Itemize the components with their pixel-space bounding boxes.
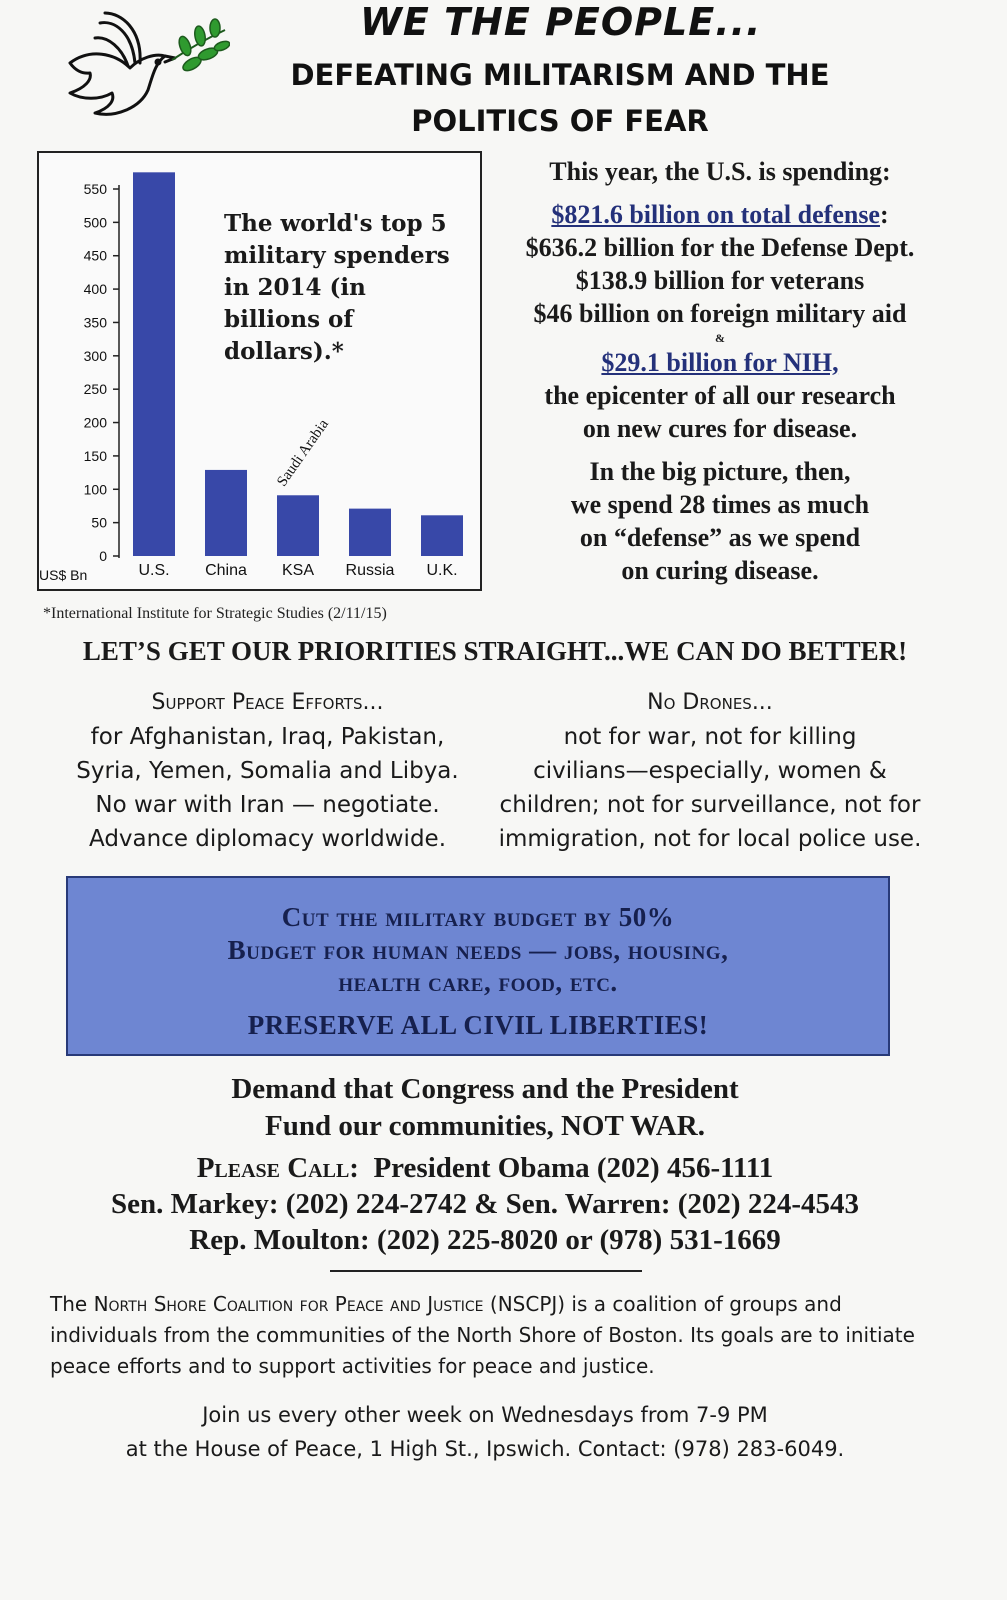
peace-line: Syria, Yemen, Somalia and Libya. <box>76 758 459 784</box>
defense-dept-line: $636.2 billion for the Defense Dept. <box>525 233 915 262</box>
military-spending-chart <box>37 151 482 591</box>
y-tick-label: 250 <box>83 381 107 398</box>
join-line: Join us every other week on Wednesdays from 7-9 PM <box>202 1403 768 1427</box>
bar-uk <box>421 515 463 556</box>
page-title: WE THE PEOPLE... <box>360 0 762 44</box>
divider <box>330 1270 642 1272</box>
drones-line: immigration, not for local police use. <box>498 826 922 852</box>
about-paragraph <box>50 1289 930 1382</box>
page-subtitle <box>240 52 880 144</box>
peace-line: No war with Iran — negotiate. <box>95 792 440 818</box>
drones-line: civilians—especially, women & <box>533 758 887 784</box>
nih-desc-line: the epicenter of all our research <box>544 381 896 410</box>
about-text: (NSCPJ) is a coalition of groups and individuals from the communities of the North Shore of Boston. Its goals are to initiate peace efforts and to support activities for peace and justice. <box>50 1292 915 1378</box>
bar-ksa <box>277 495 319 556</box>
total-defense-line <box>497 198 943 231</box>
peace-efforts-section <box>55 686 480 856</box>
x-tick-label: U.K. <box>426 562 458 579</box>
call-section <box>0 1150 970 1258</box>
y-tick-label: 450 <box>83 247 107 264</box>
chart-source-footnote: *International Institute for Strategic Studies (2/11/15) <box>43 605 387 622</box>
no-drones-section <box>490 686 930 856</box>
president-phone: President Obama (202) 456-1111 <box>373 1152 774 1184</box>
ampersand: & <box>715 331 725 345</box>
join-line: at the House of Peace, 1 High St., Ipswich. Contact: (978) 283-6049. <box>125 1437 845 1461</box>
demand-line: Fund our communities, NOT WAR. <box>265 1110 705 1142</box>
y-tick-label: 550 <box>83 181 107 197</box>
drones-line: not for war, not for killing <box>563 724 857 750</box>
about-text: The <box>50 1292 94 1316</box>
y-tick-label: 50 <box>91 514 107 531</box>
priorities-heading: LET’S GET OUR PRIORITIES STRAIGHT...WE CAN DO BETTER! <box>82 636 908 666</box>
peace-line: Advance diplomacy worldwide. <box>88 826 447 852</box>
peace-heading: Support Peace Efforts... <box>151 690 384 715</box>
bar-us <box>133 172 175 556</box>
dove-with-olive-branch-icon <box>60 8 230 138</box>
bar-annotation: Saudi Arabia <box>274 416 332 490</box>
call-president-line <box>0 1150 970 1186</box>
subtitle-line: DEFEATING MILITARISM AND THE <box>290 58 830 92</box>
y-tick-label: 100 <box>83 481 107 498</box>
x-tick-label: KSA <box>281 562 315 579</box>
call-label: Please Call: <box>196 1152 359 1184</box>
y-tick-label: 400 <box>83 281 107 298</box>
big-picture-line: on “defense” as we spend <box>579 523 861 552</box>
y-tick-label: 150 <box>83 447 107 464</box>
big-picture-line: we spend 28 times as much <box>570 490 870 519</box>
y-tick-label: 200 <box>83 414 107 431</box>
spending-intro: This year, the U.S. is spending: <box>549 157 891 186</box>
big-picture-line: In the big picture, then, <box>589 457 851 486</box>
demand-section <box>0 1071 970 1145</box>
chart-note: The world's top 5 military spenders in 2014 (in billions of dollars).* <box>224 210 450 365</box>
colon: : <box>879 200 889 229</box>
y-tick-label: 0 <box>99 548 107 564</box>
y-tick-label: 350 <box>83 314 107 331</box>
nih-link[interactable]: $29.1 billion for NIH, <box>601 348 839 377</box>
veterans-line: $138.9 billion for veterans <box>575 266 865 295</box>
nih-desc-line: on new cures for disease. <box>582 414 858 443</box>
peace-line: for Afghanistan, Iraq, Pakistan, <box>90 724 445 750</box>
drones-heading: No Drones... <box>647 690 773 715</box>
y-tick-label: 300 <box>83 347 107 364</box>
y-axis-unit-label: US$ Bn <box>39 567 88 583</box>
callout-line: Cut the military budget by 50% <box>281 902 675 932</box>
x-tick-label: U.S. <box>138 562 170 579</box>
subtitle-line: POLITICS OF FEAR <box>411 104 709 138</box>
x-tick-label: China <box>205 562 247 579</box>
y-tick-label: 500 <box>83 214 107 231</box>
big-picture-line: on curing disease. <box>621 556 819 585</box>
callout-line: Budget for human needs — jobs, housing, <box>227 935 729 965</box>
join-section <box>0 1398 970 1466</box>
x-tick-label: Russia <box>345 562 395 579</box>
drones-line: children; not for surveillance, not for <box>499 792 921 818</box>
callout-box <box>66 876 890 1056</box>
rep-phone: Rep. Moulton: (202) 225-8020 or (978) 531-1669 <box>189 1224 781 1256</box>
org-name: North Shore Coalition for Peace and Justice <box>93 1292 484 1316</box>
demand-line: Demand that Congress and the President <box>231 1073 739 1105</box>
total-defense-link[interactable]: $821.6 billion on total defense <box>551 200 880 229</box>
bar-china <box>205 470 247 556</box>
callout-line: health care, food, etc. <box>338 967 618 997</box>
foreign-aid-line: $46 billion on foreign military aid <box>533 299 907 328</box>
bar-russia <box>349 509 391 556</box>
senators-phone: Sen. Markey: (202) 224-2742 & Sen. Warren: (202) 224-4543 <box>110 1188 859 1220</box>
spending-summary <box>497 155 943 587</box>
callout-line: PRESERVE ALL CIVIL LIBERTIES! <box>247 1010 709 1040</box>
